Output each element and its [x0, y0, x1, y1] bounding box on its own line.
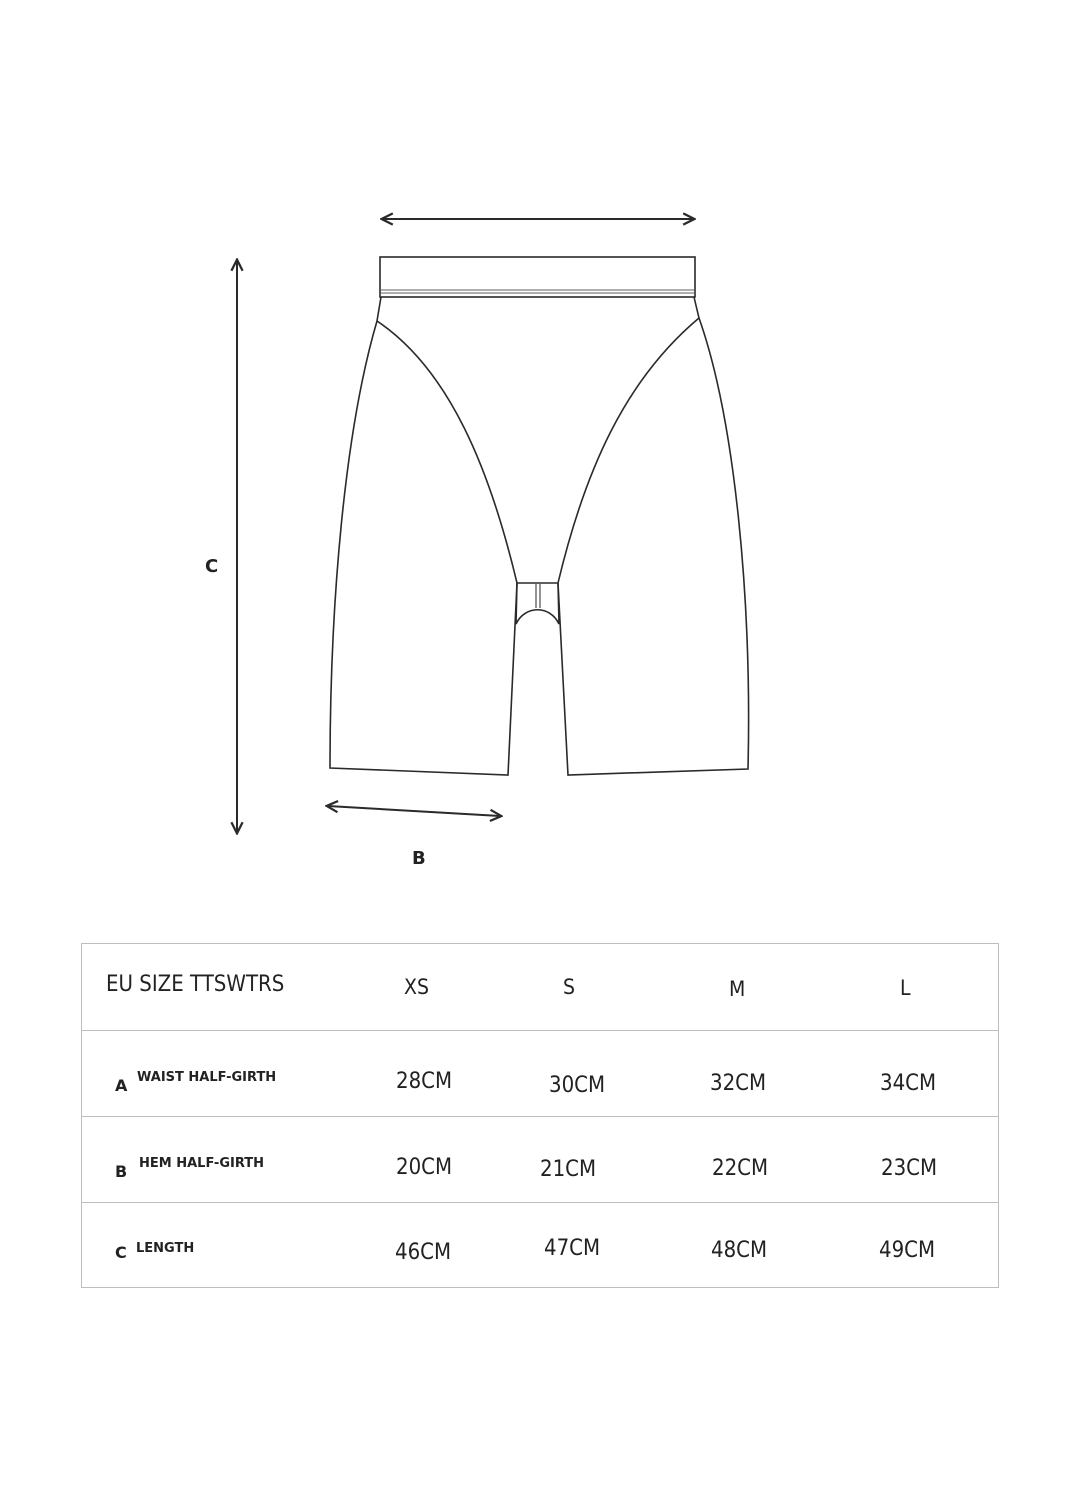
value-l: 23CM	[881, 1156, 938, 1181]
length-dimension-label: C	[205, 556, 219, 577]
value-l: 49CM	[879, 1238, 936, 1263]
size-header-xs: XS	[404, 975, 429, 999]
shorts-outline	[330, 257, 749, 775]
value-s: 21CM	[540, 1157, 597, 1182]
right-leg	[558, 297, 749, 775]
row-letter: C	[115, 1243, 127, 1262]
size-chart-table	[81, 943, 999, 1288]
left-leg	[330, 297, 517, 775]
row-measurement-name: LENGTH	[136, 1241, 195, 1256]
table-row	[82, 1202, 998, 1289]
row-measurement-name: HEM HALF-GIRTH	[139, 1156, 265, 1171]
value-xs: 46CM	[395, 1240, 452, 1265]
value-m: 22CM	[712, 1156, 769, 1181]
value-xs: 28CM	[396, 1069, 453, 1094]
value-m: 48CM	[711, 1238, 768, 1263]
table-header-row	[82, 944, 998, 1030]
row-measurement-name: WAIST HALF-GIRTH	[137, 1070, 277, 1085]
hem-width-arrow	[328, 806, 500, 816]
table-row	[82, 1116, 998, 1203]
value-m: 32CM	[710, 1071, 767, 1096]
table-row	[82, 1030, 998, 1117]
value-s: 47CM	[544, 1236, 601, 1261]
size-header-m: M	[729, 977, 746, 1001]
hem-dimension-label: B	[412, 848, 426, 869]
waistband	[380, 257, 695, 297]
right-front-curve	[558, 318, 699, 583]
table-title: EU SIZE TTSWTRS	[106, 972, 285, 997]
value-s: 30CM	[549, 1073, 606, 1098]
value-l: 34CM	[880, 1071, 937, 1096]
size-header-s: S	[563, 975, 575, 999]
value-xs: 20CM	[396, 1155, 453, 1180]
row-letter: B	[115, 1162, 128, 1181]
row-letter: A	[115, 1076, 128, 1095]
left-front-curve	[377, 321, 517, 583]
gusset	[516, 583, 559, 624]
size-header-l: L	[900, 976, 911, 1000]
